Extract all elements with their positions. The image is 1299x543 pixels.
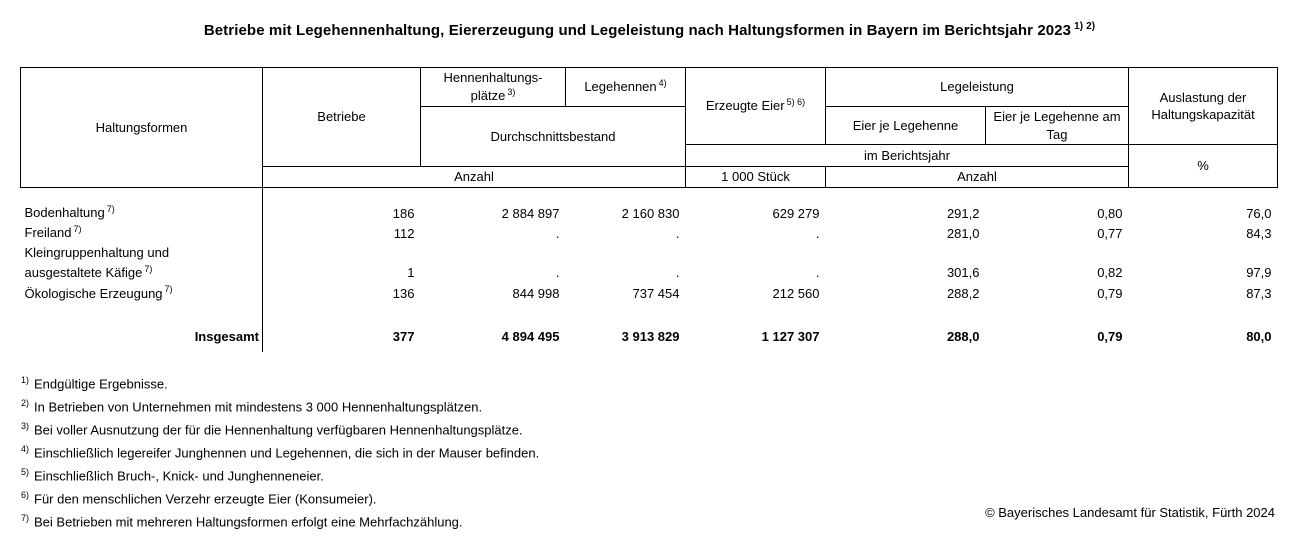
value-cell: 281,0 xyxy=(946,225,980,241)
spacer-row xyxy=(21,304,1278,326)
header-haltungsformen: Haltungsformen xyxy=(21,68,263,188)
value-cell: 629 279 xyxy=(772,205,820,221)
value-cell: . xyxy=(555,225,560,241)
header-legeleistung: Legeleistung xyxy=(826,68,1129,107)
total-value-cell: 0,79 xyxy=(1097,328,1123,344)
footnote-text: Einschließlich Bruch-, Knick- und Junghenneneier. xyxy=(34,468,324,484)
footnote-marker: 4) xyxy=(21,444,30,454)
header-im-berichtsjahr: im Berichtsjahr xyxy=(686,145,1129,167)
value-cell: 0,82 xyxy=(1097,265,1123,281)
footnote-ref-4: 4) xyxy=(658,77,667,88)
footnote-marker: 5) xyxy=(21,467,30,477)
value-cell: 76,0 xyxy=(1246,205,1272,221)
header-hennenhaltungsplaetze-line1: Hennenhaltungs- xyxy=(443,70,543,86)
value-cell: 1 xyxy=(407,265,415,281)
footnote-text: Bei Betrieben mit mehreren Haltungsformen erfolgt eine Mehrfachzählung. xyxy=(34,514,463,530)
row-label: Ökologische Erzeugung $^{7)}$ xyxy=(21,283,263,304)
footnote-text: Für den menschlichen Verzehr erzeugte Eier (Konsumeier). xyxy=(34,491,377,507)
value-cell: 136 xyxy=(392,286,415,302)
total-value-cell: 288,0 xyxy=(946,328,980,344)
footnote-ref-7: 7) xyxy=(164,284,173,295)
value-cell: 87,3 xyxy=(1246,286,1272,302)
value-cell: . xyxy=(675,265,680,281)
total-value-cell: 1 127 307 xyxy=(761,328,820,344)
header-anzahl-right: Anzahl xyxy=(826,167,1129,188)
value-cell: 844 998 xyxy=(512,286,560,302)
row-label: Bodenhaltung $^{7)}$ xyxy=(21,203,263,223)
value-cell: 186 xyxy=(392,205,415,221)
value-cell: 0,80 xyxy=(1097,205,1123,221)
page-title xyxy=(0,21,1299,39)
footnote-item xyxy=(21,484,921,507)
value-cell: 737 454 xyxy=(632,286,680,302)
footnote-ref-7: 7) xyxy=(73,223,82,234)
value-cell: 0,77 xyxy=(1097,225,1123,241)
header-erzeugte-eier: Erzeugte Eier $^{5) 6)}$ xyxy=(686,68,826,145)
value-cell: 0,79 xyxy=(1097,286,1123,302)
value-cell: 97,9 xyxy=(1246,265,1272,281)
footnote-item xyxy=(21,438,921,461)
total-value-cell: 377 xyxy=(392,328,415,344)
value-cell: 288,2 xyxy=(946,286,980,302)
table-row-kleingruppenhaltung xyxy=(21,243,1278,283)
page-title-text: Betriebe mit Legehennenhaltung, Eiererzeugung und Legeleistung nach Haltungsformen in Bayern im Berichtsjahr 2023 xyxy=(203,22,1072,39)
value-cell: 2 884 897 xyxy=(501,205,560,221)
header-betriebe: Betriebe xyxy=(263,68,421,167)
footnote-item xyxy=(21,369,921,392)
header-eier-je-legehenne-am-tag: Eier je Legehenne am Tag xyxy=(986,107,1129,145)
footnote-ref-7: 7) xyxy=(106,203,115,214)
footnote-marker: 2) xyxy=(21,398,30,408)
total-value-cell: 4 894 495 xyxy=(501,328,560,344)
value-cell: 212 560 xyxy=(772,286,820,302)
footnote-marker: 3) xyxy=(21,421,30,431)
value-cell: . xyxy=(675,225,680,241)
header-auslastung: Auslastung der Haltungskapazität xyxy=(1129,68,1278,145)
footnote-marker: 1) xyxy=(21,375,30,385)
footnote-text: Einschließlich legereifer Junghennen und Legehennen, die sich in der Mauser befinden. xyxy=(34,445,540,461)
footnote-item xyxy=(21,392,921,415)
copyright-note: © Bayerisches Landesamt für Statistik, Fürth 2024 xyxy=(985,505,1275,520)
footnote-ref-7: 7) xyxy=(144,263,153,274)
header-anzahl-left: Anzahl xyxy=(263,167,686,188)
header-legehennen: Legehennen $^{4)}$ xyxy=(566,68,686,107)
value-cell: . xyxy=(555,265,560,281)
footnote-marker: 6) xyxy=(21,490,30,500)
statistics-table xyxy=(20,67,1278,352)
header-hennenhaltungsplaetze-line2: plätze $^{3)}$ xyxy=(470,86,516,103)
table-row-oekologische-erzeugung xyxy=(21,283,1278,304)
footnote-item xyxy=(21,461,921,484)
value-cell: 112 xyxy=(393,225,415,241)
value-cell: . xyxy=(815,225,820,241)
header-prozent: % xyxy=(1129,145,1278,188)
footnote-item xyxy=(21,507,921,530)
value-cell: 291,2 xyxy=(946,205,980,221)
table-row-freiland xyxy=(21,223,1278,243)
footnotes-block xyxy=(21,369,921,530)
header-eier-je-legehenne: Eier je Legehenne xyxy=(826,107,986,145)
footnote-text: Bei voller Ausnutzung der für die Hennenhaltung verfügbaren Hennenhaltungsplätze. xyxy=(34,422,523,438)
footnote-marker: 7) xyxy=(21,513,30,523)
footnote-item xyxy=(21,415,921,438)
footnote-ref-3: 3) xyxy=(507,86,516,97)
table-row-insgesamt xyxy=(21,326,1278,346)
footnote-text: Endgültige Ergebnisse. xyxy=(34,376,168,392)
total-value-cell: 80,0 xyxy=(1246,328,1272,344)
table-row-bodenhaltung xyxy=(21,203,1278,223)
header-durchschnittsbestand: Durchschnittsbestand xyxy=(421,107,686,167)
header-hennenhaltungsplaetze xyxy=(421,68,566,107)
row-label: Freiland $^{7)}$ xyxy=(21,223,263,243)
value-cell: 2 160 830 xyxy=(621,205,680,221)
footnote-ref-5-6: 5) 6) xyxy=(786,96,806,107)
row-label: Kleingruppenhaltung und ausgestaltete Käfige $^{7)}$ xyxy=(21,243,263,283)
spacer-row xyxy=(21,346,1278,352)
value-cell: 84,3 xyxy=(1246,225,1272,241)
value-cell: . xyxy=(815,265,820,281)
header-1000-stueck: 1 000 Stück xyxy=(686,167,826,188)
value-cell: 301,6 xyxy=(946,265,980,281)
spacer-row xyxy=(21,187,1278,203)
footnote-text: In Betrieben von Unternehmen mit mindestens 3 000 Hennenhaltungsplätzen. xyxy=(34,399,483,415)
total-value-cell: 3 913 829 xyxy=(621,328,680,344)
total-label: Insgesamt xyxy=(21,326,263,346)
page-title-footnote-refs: 1) 2) xyxy=(1074,21,1096,32)
